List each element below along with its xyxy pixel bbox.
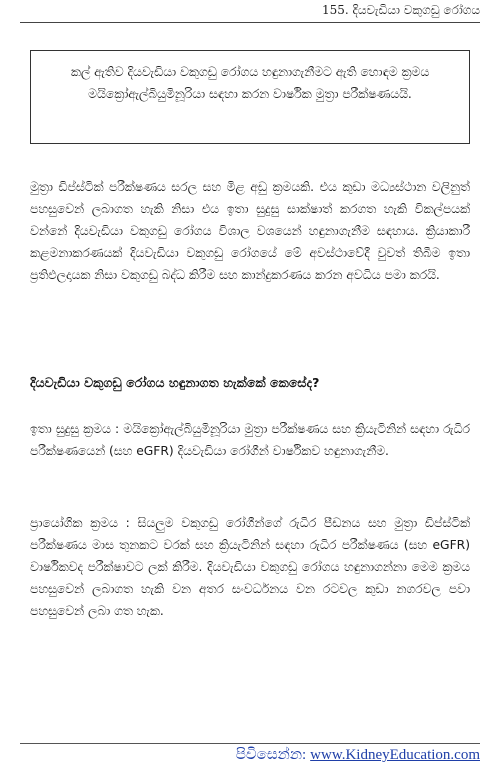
header-divider	[20, 22, 480, 23]
key-point-callout	[30, 50, 470, 144]
section-heading: දියවැඩියා වකුගඩු රෝගය හඳුනාගත හැක්කේ කෙසේද?	[30, 375, 320, 390]
footer-divider	[20, 743, 480, 744]
page-title: 155. දියවැඩියා වකුගඩු රෝගය	[322, 3, 480, 17]
intro-paragraph: මුත්‍රා ඩිප්ස්ටික් පරීක්ෂණය සරල සහ මිළ අඩු ක්‍රමයකි. එය කුඩා මධ්‍යස්ථාන වලිනුත් පහසුවෙන් ලබාගත හැකි නිසා එය ඉතා සුදුසු සාක්ෂාත් කරගත හැකි විකල්පයක් වන්නේ දියවැඩියා වකුගඩු රෝගය විශාල වශයෙන් හඳුනාගැනීම සඳහාය. ක්‍රියාකාරී කළමනාකරණයක් දියවැඩියා වකුගඩු රෝගයේ මේ අවස්ථාවේදී වුවත් තිබීම ඉතා ප්‍රතිඵලදායක නිසා වකුගඩු බද්ධ කිරීම සහ කාන්දුකරණය කරන අවධිය පමා කරයි.	[30, 180, 470, 282]
method-ideal-paragraph: ඉතා සුදුසු ක්‍රමය : මයික්‍රෝඇල්බියුමිනූරියා මුත්‍රා පරීක්ෂණය සහ ක්‍රියැටිනින් සඳහා රුධිර පරීක්ෂණයෙන් (සහ eGFR) දියවැඩියා රෝගීන් වාර්ෂිකව හඳුනාගැනීම.	[30, 422, 470, 458]
website-link[interactable]: www.KidneyEducation.com	[310, 747, 480, 763]
page-footer	[236, 746, 480, 764]
footer-label: පිවිසෙන්න:	[235, 747, 307, 763]
callout-text: කල් ඇතිව දියවැඩියා වකුගඩු රෝගය හඳුනාගැනීමට ඇති හොඳම ක්‍රමය මයික්‍රෝඇල්බියුමිනූරියා සඳහා කරන වාර්ෂික මුත්‍රා පරීක්ෂණයයි.	[70, 65, 430, 101]
page-header	[20, 3, 480, 18]
method-practical-paragraph: ප්‍රායෝගික ක්‍රමය : සියලුම වකුගඩු රෝගීන්ගේ රුධිර පීඩනය සහ මුත්‍රා ඩිප්ස්ටික් පරීක්ෂණය මාස තුනකට වරක් සහ ක්‍රියැටිනින් සඳහා රුධිර පරීක්ෂණය (සහ eGFR) වාර්ෂිකවද පරීක්ෂාවට ලක් කිරීම. දියවැඩියා වකුගඩු රෝගය හඳුනාගන්නා මෙම ක්‍රමය පහසුවෙන් ලබාගත හැකි වන අතර සංවර්ධනය වන රටවල කුඩා නගරවල පවා පහසුවෙන් ලබා ගත හැක.	[30, 516, 470, 618]
